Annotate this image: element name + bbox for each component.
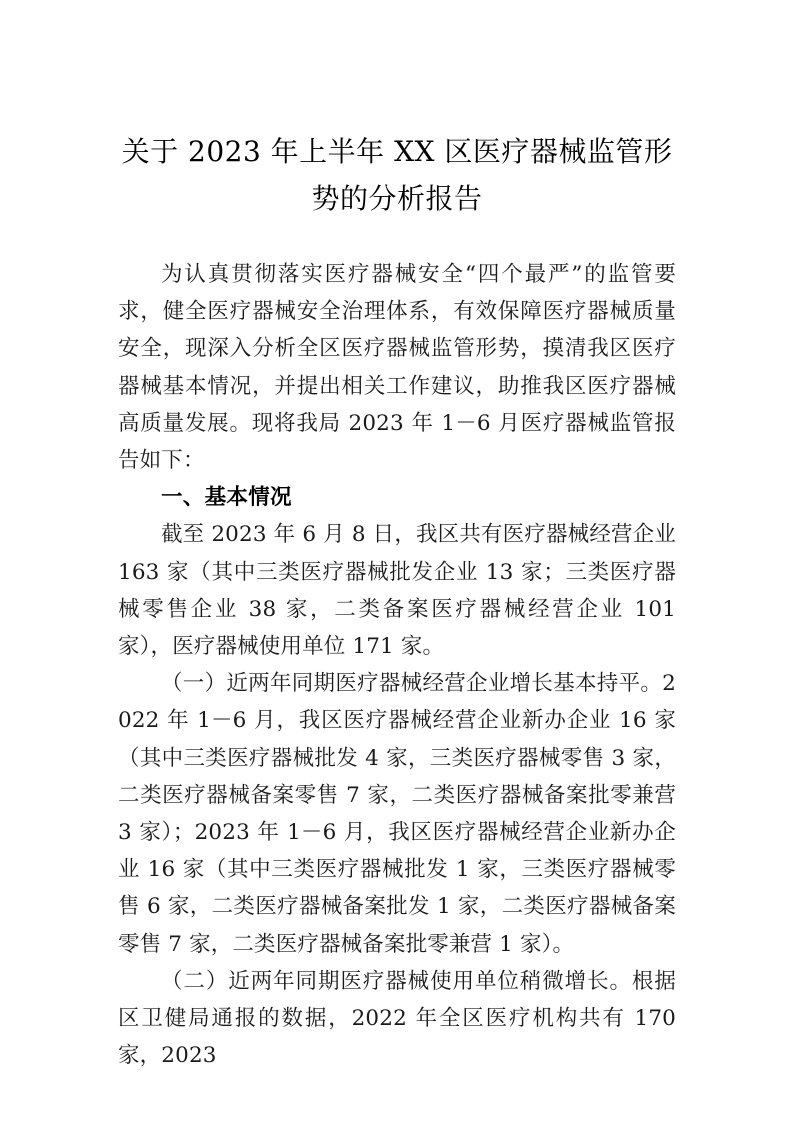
paragraph-statistics-overview: 截至 2023 年 6 月 8 日，我区共有医疗器械经营企业 163 家（其中三类医疗器械批发企业 13 家；三类医疗器械零售企业 38 家，二类备案医疗器械经营企业 101 家），医疗器械使用单位 171 家。 [118, 522, 676, 660]
paragraph-item-one: （一）近两年同期医疗器械经营企业增长基本持平。2022 年 1－6 月，我区医疗器械经营企业新办企业 16 家（其中三类医疗器械批发 4 家，三类医疗器械零售 3 家，二类医疗器械备案零售 7 家，二类医疗器械备案批零兼营 3 家）；2023 年 1－6 月，我区医疗器械经营企业新办企业 16 家（其中三类医疗器械批发 1 家，三类医疗器械零售 6 家，二类医疗器械备案批发 1 家，二类医疗器械备案零售 7 家，二类医疗器械备案批零兼营 1 家）。 [118, 671, 676, 957]
paragraph-item-two: （二）近两年同期医疗器械使用单位稍微增长。根据区卫健局通报的数据，2022 年全区医疗机构共有 170 家，2023 [118, 968, 676, 1069]
intro-paragraph: 为认真贯彻落实医疗器械安全“四个最严”的监管要求，健全医疗器械安全治理体系，有效保障医疗器械质量安全，现深入分析全区医疗器械监管形势，摸清我区医疗器械基本情况，并提出相关工作建议，助推我区医疗器械高质量发展。现将我局 2023 年 1－6 月医疗器械监管报告如下： [118, 262, 676, 474]
page-title: 关于 2023 年上半年 XX 区医疗器械监管形势的分析报告 [121, 135, 673, 215]
document-body [118, 120, 676, 1074]
heading-basic-situation: 一、基本情况 [161, 485, 292, 511]
